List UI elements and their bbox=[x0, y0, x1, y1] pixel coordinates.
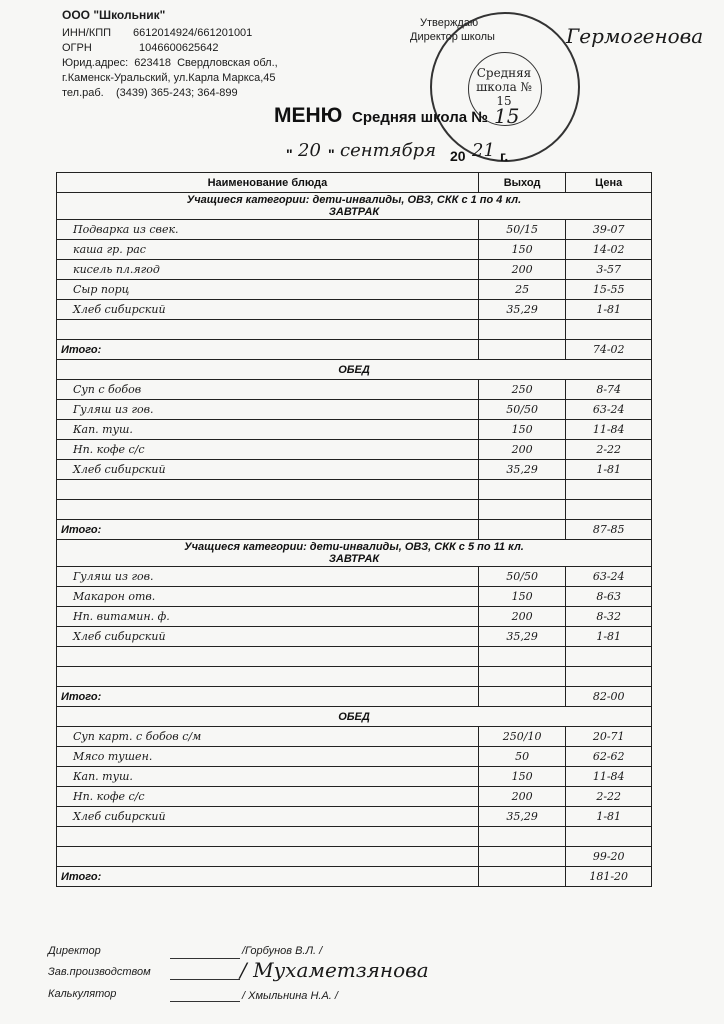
s2-breakfast-rows bbox=[57, 567, 652, 687]
section-1-title bbox=[57, 193, 652, 220]
dish-output: 50/50 bbox=[478, 567, 566, 587]
blank-row bbox=[57, 500, 652, 520]
table-row bbox=[57, 420, 652, 440]
dish-price: 15-55 bbox=[566, 280, 652, 300]
inn-value: 6612014924/661201001 bbox=[133, 27, 253, 39]
date-year-prefix: 20 bbox=[450, 148, 466, 164]
blank-row bbox=[57, 667, 652, 687]
s1-lunch-label-row bbox=[57, 360, 652, 380]
dish-name: Кап. туш. bbox=[57, 420, 479, 440]
s2-breakfast-total-row bbox=[57, 687, 652, 707]
total-empty bbox=[478, 340, 566, 360]
s1-breakfast-total-row bbox=[57, 340, 652, 360]
footer-director-label: Директор bbox=[48, 945, 101, 957]
table-row bbox=[57, 747, 652, 767]
school-title: Средняя школа № bbox=[352, 109, 488, 126]
blank-cell bbox=[57, 647, 479, 667]
inn-label: ИНН/КПП bbox=[62, 27, 112, 39]
dish-output: 150 bbox=[478, 587, 566, 607]
table-row bbox=[57, 260, 652, 280]
phone: тел.раб. (3439) 365-243; 364-899 bbox=[62, 87, 238, 99]
date-quote-close: " bbox=[328, 146, 335, 162]
dish-name: Макарон отв. bbox=[57, 587, 479, 607]
s2-lunch-total: 181-20 bbox=[566, 867, 652, 887]
s1-breakfast-total: 74-02 bbox=[566, 340, 652, 360]
dish-name: Суп с бобов bbox=[57, 380, 479, 400]
dish-output: 35,29 bbox=[478, 807, 566, 827]
header-price: Цена bbox=[566, 173, 652, 193]
blank-cell bbox=[566, 647, 652, 667]
dish-output: 250/10 bbox=[478, 727, 566, 747]
table-row bbox=[57, 460, 652, 480]
dish-name: Нп. витамин. ф. bbox=[57, 607, 479, 627]
table-row bbox=[57, 280, 652, 300]
dish-output: 250 bbox=[478, 380, 566, 400]
menu-table bbox=[56, 172, 652, 887]
table-row bbox=[57, 240, 652, 260]
dish-name: Мясо тушен. bbox=[57, 747, 479, 767]
footer-director-name: /Горбунов В.Л. / bbox=[242, 945, 323, 957]
footer-production-label: Зав.производством bbox=[48, 966, 151, 978]
date-quote-open: " bbox=[286, 146, 293, 162]
dish-output: 200 bbox=[478, 440, 566, 460]
dish-output: 150 bbox=[478, 767, 566, 787]
table-row bbox=[57, 767, 652, 787]
blank-cell bbox=[57, 480, 479, 500]
dish-name: Кап. туш. bbox=[57, 767, 479, 787]
date-day: 20 bbox=[298, 140, 321, 161]
director-school-label: Директор школы bbox=[410, 31, 495, 43]
s2-lunch-extra-row bbox=[57, 847, 652, 867]
dish-name: Хлеб сибирский bbox=[57, 627, 479, 647]
dish-output: 35,29 bbox=[478, 460, 566, 480]
dish-price: 2-22 bbox=[566, 440, 652, 460]
dish-name: Подварка из свек. bbox=[57, 220, 479, 240]
dish-price: 62-62 bbox=[566, 747, 652, 767]
sign-line-director bbox=[170, 958, 240, 959]
date-month: сентября bbox=[340, 140, 437, 161]
dish-output: 200 bbox=[478, 607, 566, 627]
dish-name: Хлеб сибирский bbox=[57, 807, 479, 827]
dish-output: 200 bbox=[478, 787, 566, 807]
dish-price: 1-81 bbox=[566, 627, 652, 647]
sign-line-calc bbox=[170, 1001, 240, 1002]
dish-name: Хлеб сибирский bbox=[57, 300, 479, 320]
table-row bbox=[57, 627, 652, 647]
dish-name: Сыр порц bbox=[57, 280, 479, 300]
stamp-text: Средняя школа № 15 bbox=[476, 66, 532, 108]
ogrn-value: 1046600625642 bbox=[139, 42, 219, 54]
school-number: 15 bbox=[494, 104, 520, 128]
extra-empty bbox=[57, 847, 479, 867]
dish-name: Суп карт. с бобов с/м bbox=[57, 727, 479, 747]
s1-lunch-label: ОБЕД bbox=[57, 360, 652, 380]
table-row bbox=[57, 400, 652, 420]
total-empty bbox=[478, 867, 566, 887]
table-row bbox=[57, 607, 652, 627]
dish-price: 8-74 bbox=[566, 380, 652, 400]
table-row bbox=[57, 787, 652, 807]
blank-cell bbox=[57, 320, 479, 340]
total-label: Итого: bbox=[57, 340, 479, 360]
blank-row bbox=[57, 827, 652, 847]
s1-lunch-rows bbox=[57, 380, 652, 520]
s2-lunch-label: ОБЕД bbox=[57, 707, 652, 727]
address-line-1: Юрид.адрес: 623418 Свердловская обл., bbox=[62, 57, 278, 69]
blank-cell bbox=[478, 480, 566, 500]
total-label: Итого: bbox=[57, 520, 479, 540]
dish-price: 3-57 bbox=[566, 260, 652, 280]
section-2-title bbox=[57, 540, 652, 567]
dish-output: 200 bbox=[478, 260, 566, 280]
blank-row bbox=[57, 647, 652, 667]
dish-price: 1-81 bbox=[566, 460, 652, 480]
dish-price: 8-32 bbox=[566, 607, 652, 627]
dish-price: 11-84 bbox=[566, 767, 652, 787]
section-1-title-row bbox=[57, 193, 652, 220]
table-row bbox=[57, 587, 652, 607]
table-row bbox=[57, 380, 652, 400]
date-suffix: г. bbox=[500, 148, 509, 164]
table-row bbox=[57, 807, 652, 827]
dish-price: 63-24 bbox=[566, 567, 652, 587]
date-year-suffix: 21 bbox=[472, 140, 495, 161]
table-row bbox=[57, 300, 652, 320]
blank-row bbox=[57, 480, 652, 500]
dish-name: каша гр. рас bbox=[57, 240, 479, 260]
table-row bbox=[57, 727, 652, 747]
blank-cell bbox=[566, 667, 652, 687]
footer-production-name: / Мухаметзянова bbox=[240, 958, 429, 982]
blank-cell bbox=[566, 500, 652, 520]
s2-breakfast-total: 82-00 bbox=[566, 687, 652, 707]
blank-cell bbox=[566, 480, 652, 500]
dish-price: 63-24 bbox=[566, 400, 652, 420]
dish-price: 2-22 bbox=[566, 787, 652, 807]
dish-output: 35,29 bbox=[478, 627, 566, 647]
table-row bbox=[57, 220, 652, 240]
menu-title: МЕНЮ bbox=[274, 104, 343, 127]
blank-cell bbox=[57, 667, 479, 687]
total-empty bbox=[478, 520, 566, 540]
org-name: ООО "Школьник" bbox=[62, 8, 166, 22]
dish-name: Гуляш из гов. bbox=[57, 567, 479, 587]
dish-price: 11-84 bbox=[566, 420, 652, 440]
section-1-category: Учащиеся категории: дети-инвалиды, ОВЗ, СКК с 1 по 4 кл. bbox=[186, 194, 522, 206]
dish-name: Нп. кофе с/с bbox=[57, 440, 479, 460]
blank-cell bbox=[478, 320, 566, 340]
dish-output: 150 bbox=[478, 240, 566, 260]
sign-line-production bbox=[170, 979, 240, 980]
dish-output: 50 bbox=[478, 747, 566, 767]
s2-lunch-total-row bbox=[57, 867, 652, 887]
s1-lunch-total-row bbox=[57, 520, 652, 540]
dish-price: 14-02 bbox=[566, 240, 652, 260]
dish-name: Нп. кофе с/с bbox=[57, 787, 479, 807]
header-row bbox=[57, 173, 652, 193]
dish-name: Гуляш из гов. bbox=[57, 400, 479, 420]
dish-price: 20-71 bbox=[566, 727, 652, 747]
blank-cell bbox=[57, 500, 479, 520]
footer-calc-label: Калькулятор bbox=[48, 988, 117, 1000]
address-line-2: г.Каменск-Уральский, ул.Карла Маркса,45 bbox=[62, 72, 276, 84]
header-output: Выход bbox=[478, 173, 566, 193]
dish-output: 150 bbox=[478, 420, 566, 440]
dish-price: 1-81 bbox=[566, 300, 652, 320]
blank-cell bbox=[566, 827, 652, 847]
footer-calc-name: / Хмыльнина Н.А. / bbox=[242, 990, 338, 1002]
s2-lunch-total-extra: 99-20 bbox=[566, 847, 652, 867]
total-empty bbox=[478, 687, 566, 707]
blank-cell bbox=[478, 500, 566, 520]
approval-signature: Гермогенова bbox=[566, 24, 704, 48]
dish-output: 25 bbox=[478, 280, 566, 300]
blank-row bbox=[57, 320, 652, 340]
section-2-category: Учащиеся категории: дети-инвалиды, ОВЗ, СКК с 5 по 11 кл. bbox=[184, 541, 524, 553]
dish-name: Хлеб сибирский bbox=[57, 460, 479, 480]
total-label: Итого: bbox=[57, 867, 479, 887]
total-label: Итого: bbox=[57, 687, 479, 707]
header-dish: Наименование блюда bbox=[57, 173, 479, 193]
s2-lunch-rows bbox=[57, 727, 652, 847]
blank-cell bbox=[478, 647, 566, 667]
dish-output: 35,29 bbox=[478, 300, 566, 320]
dish-output: 50/50 bbox=[478, 400, 566, 420]
blank-cell bbox=[478, 827, 566, 847]
blank-cell bbox=[566, 320, 652, 340]
extra-empty bbox=[478, 847, 566, 867]
blank-cell bbox=[57, 827, 479, 847]
dish-price: 39-07 bbox=[566, 220, 652, 240]
ogrn-label: ОГРН bbox=[62, 42, 92, 54]
table-row bbox=[57, 567, 652, 587]
approve-label: Утверждаю bbox=[420, 17, 479, 29]
dish-price: 8-63 bbox=[566, 587, 652, 607]
table-row bbox=[57, 440, 652, 460]
s1-breakfast-rows bbox=[57, 220, 652, 340]
s1-lunch-total: 87-85 bbox=[566, 520, 652, 540]
dish-output: 50/15 bbox=[478, 220, 566, 240]
s2-lunch-label-row bbox=[57, 707, 652, 727]
dish-price: 1-81 bbox=[566, 807, 652, 827]
section-2-breakfast-label: ЗАВТРАК bbox=[328, 553, 380, 565]
section-1-breakfast-label: ЗАВТРАК bbox=[328, 206, 380, 218]
section-2-title-row bbox=[57, 540, 652, 567]
blank-cell bbox=[478, 667, 566, 687]
dish-name: кисель пл.ягод bbox=[57, 260, 479, 280]
